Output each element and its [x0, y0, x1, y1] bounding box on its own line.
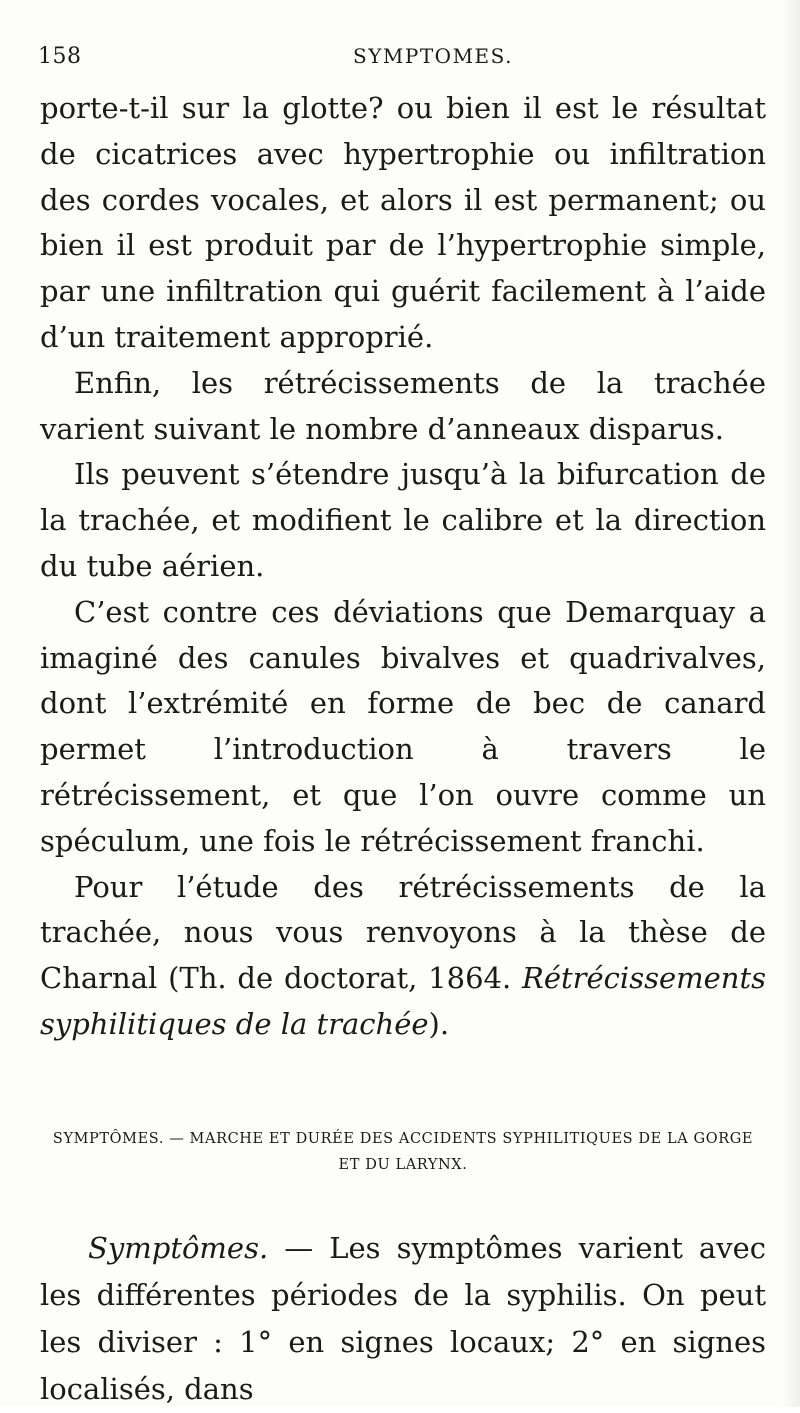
citation-close: ). — [428, 1006, 450, 1041]
paragraph: C’est contre ces déviations que Demarquay a imaginé des canules bivalves et quadrivalves, dont l’extrémité en forme de bec de canard permet l’introduction à travers le rétrécissement, et que l’on ouvre comme un spéculum, une fois le rétrécissement franchi. — [40, 594, 766, 858]
paragraph: porte-t-il sur la glotte? ou bien il est le résultat de cicatrices avec hypertrophie ou infiltration des cordes vocales, et alors il est permanent; ou bien il est produit par de l’hypertrophie simple, par une infiltration qui guérit facilement à l’aide d’un traitement approprié. — [40, 91, 766, 354]
citation-lead-text: Pour l’étude des rétrécissements de la trachée, nous vous renvoyons à la thèse de Charnal (Th. de doctorat, 1864. — [40, 869, 766, 996]
main-text — [40, 86, 766, 1048]
citation-title: Rétrécissements syphilitiques de la trachée — [40, 961, 766, 1041]
running-head — [38, 44, 768, 78]
section-body-text: — Les symptômes varient avec les différentes périodes de la syphilis. On peut les diviser : 1° en signes locaux; 2° en signes localisés, dans — [40, 1231, 766, 1406]
page-number: 158 — [38, 44, 82, 69]
paragraph-with-citation — [40, 865, 766, 1048]
section-heading: SYMPTÔMES. — MARCHE ET DURÉE DES ACCIDENTS SYPHILITIQUES DE LA GORGE ET DU LARYNX. — [52, 1131, 754, 1173]
section-lead-word: Symptômes. — [88, 1231, 269, 1265]
section-body — [40, 1225, 766, 1413]
paragraph: Ils peuvent s’étendre jusqu’à la bifurcation de la trachée, et modifient le calibre et la direction du tube aérien. — [40, 457, 766, 583]
page-edge-shadow — [782, 0, 800, 1407]
paragraph: Enfin, les rétrécissements de la trachée varient suivant le nombre d’anneaux disparus. — [40, 365, 766, 446]
running-title: SYMPTOMES. — [353, 44, 513, 68]
section-paragraph — [40, 1225, 766, 1413]
